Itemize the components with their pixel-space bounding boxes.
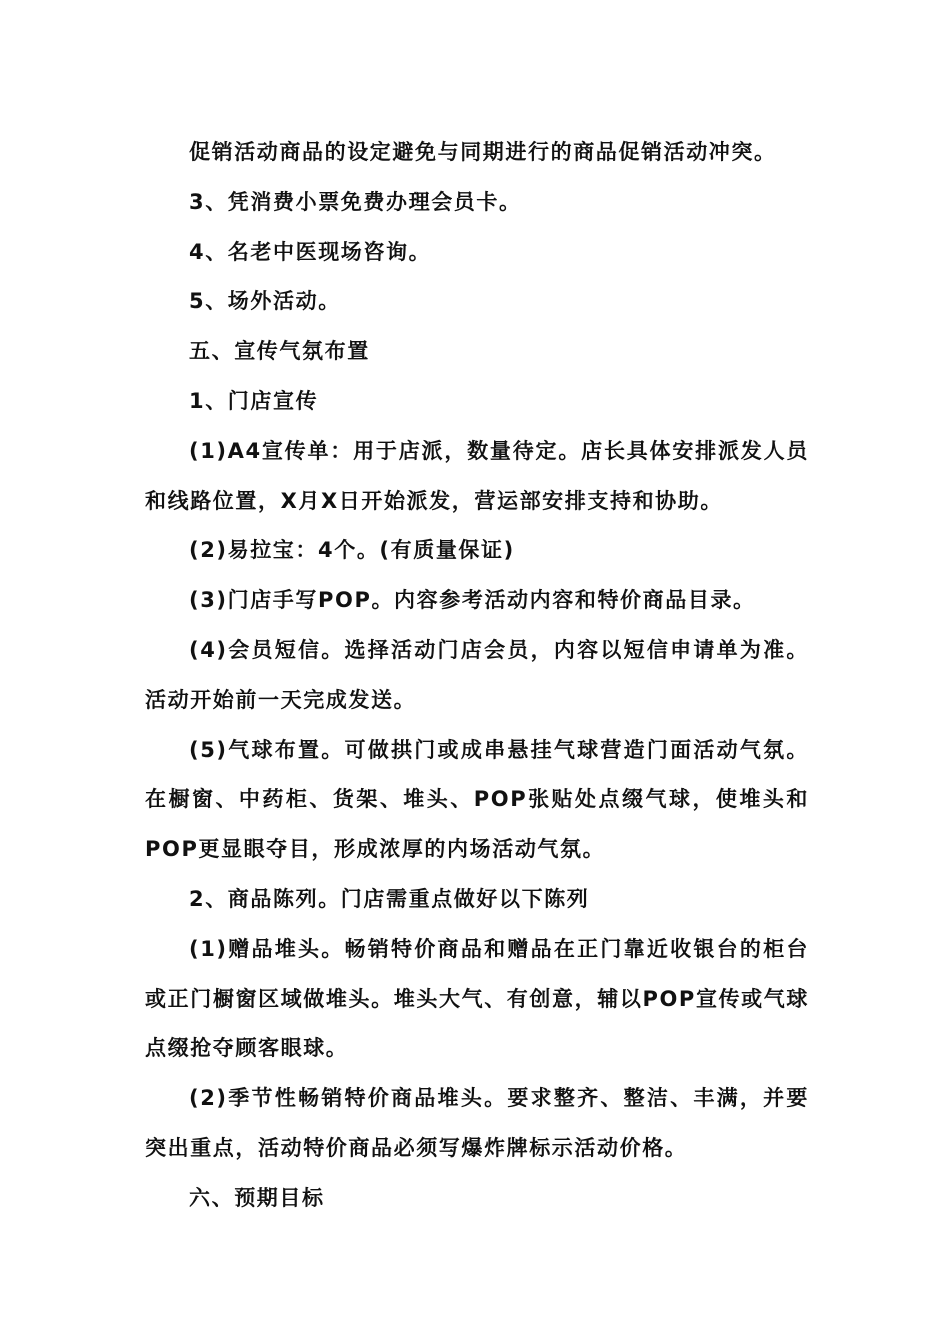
- section-heading: 五、宣传气氛布置: [189, 339, 370, 364]
- paragraph: (4)会员短信。选择活动门店会员，内容以短信申请单为准。活动开始前一天完成发送。: [145, 637, 809, 712]
- paragraph: (1)A4宣传单：用于店派，数量待定。店长具体安排派发人员和线路位置，X月X日开始派发，营运部安排支持和协助。: [145, 438, 809, 513]
- paragraph: (3)门店手写POP。内容参考活动内容和特价商品目录。: [189, 588, 756, 613]
- document-body: [145, 128, 809, 1224]
- paragraph: 5、场外活动。: [189, 289, 341, 314]
- paragraph: (1)赠品堆头。畅销特价商品和赠品在正门靠近收银台的柜台或正门橱窗区域做堆头。堆头大气、有创意，辅以POP宣传或气球点缀抢夺顾客眼球。: [145, 936, 809, 1061]
- section-heading: 六、预期目标: [189, 1185, 325, 1210]
- paragraph: 4、名老中医现场咨询。: [189, 239, 432, 264]
- subsection-heading: 2、商品陈列。门店需重点做好以下陈列: [189, 886, 590, 911]
- paragraph: 促销活动商品的设定避免与同期进行的商品促销活动冲突。: [189, 140, 777, 164]
- paragraph: (2)易拉宝：4个。(有质量保证): [189, 538, 515, 563]
- paragraph: (2)季节性畅销特价商品堆头。要求整齐、整洁、丰满，并要突出重点，活动特价商品必须写爆炸牌标示活动价格。: [145, 1086, 809, 1160]
- paragraph: (5)气球布置。可做拱门或成串悬挂气球营造门面活动气氛。在橱窗、中药柜、货架、堆头、POP张贴处点缀气球，使堆头和POP更显眼夺目，形成浓厚的内场活动气氛。: [145, 737, 809, 862]
- paragraph: 3、凭消费小票免费办理会员卡。: [189, 189, 522, 214]
- subsection-heading: 1、门店宣传: [189, 388, 319, 413]
